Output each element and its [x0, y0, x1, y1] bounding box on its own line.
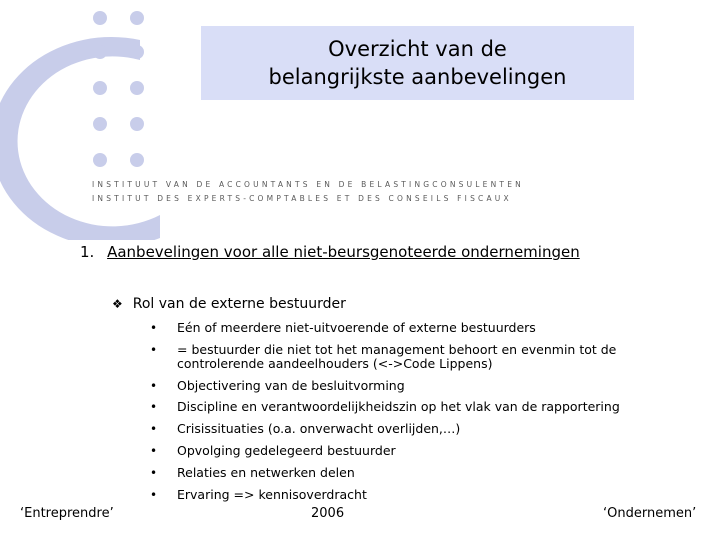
- bullet-dot-icon: •: [150, 444, 158, 458]
- subheading-text: Rol van de externe bestuurder: [132, 296, 346, 312]
- logo-dot: [130, 153, 144, 167]
- logo-dot: [93, 81, 107, 95]
- title-line-2: belangrijkste aanbevelingen: [268, 65, 567, 89]
- section-heading: [80, 243, 580, 261]
- subheading: [112, 296, 346, 312]
- logo-dot: [93, 117, 107, 131]
- logo-crescent: [0, 37, 160, 240]
- title-line-1: Overzicht van de: [328, 37, 507, 61]
- footer-right: ‘Ondernemen’: [603, 506, 697, 521]
- footer-left: ‘Entreprendre’: [20, 506, 114, 521]
- bullet-dot-icon: •: [150, 400, 158, 414]
- logo-dot: [93, 153, 107, 167]
- institute-name-nl: INSTITUUT VAN DE ACCOUNTANTS EN DE BELASTINGCONSULENTEN: [92, 180, 524, 189]
- bullet-dot-icon: •: [150, 466, 158, 480]
- footer-year: 2006: [311, 506, 345, 521]
- section-heading-text: Aanbevelingen voor alle niet-beursgenoteerde ondernemingen: [107, 243, 580, 261]
- logo-dot: [93, 45, 107, 59]
- diamond-icon: ❖: [112, 297, 123, 311]
- logo-dot: [130, 81, 144, 95]
- logo-dot: [130, 117, 144, 131]
- title-box: [201, 26, 634, 100]
- logo-dot: [130, 11, 144, 25]
- section-number: 1.: [80, 243, 95, 261]
- logo-dot: [130, 45, 144, 59]
- bullet-dot-icon: •: [150, 321, 158, 335]
- bullet-dot-icon: •: [150, 488, 158, 502]
- bullet-dot-icon: •: [150, 422, 158, 436]
- logo-dot: [93, 11, 107, 25]
- bullet-dot-icon: •: [150, 343, 158, 357]
- institute-name-fr: INSTITUT DES EXPERTS-COMPTABLES ET DES CONSEILS FISCAUX: [92, 194, 512, 203]
- bullet-dot-icon: •: [150, 379, 158, 393]
